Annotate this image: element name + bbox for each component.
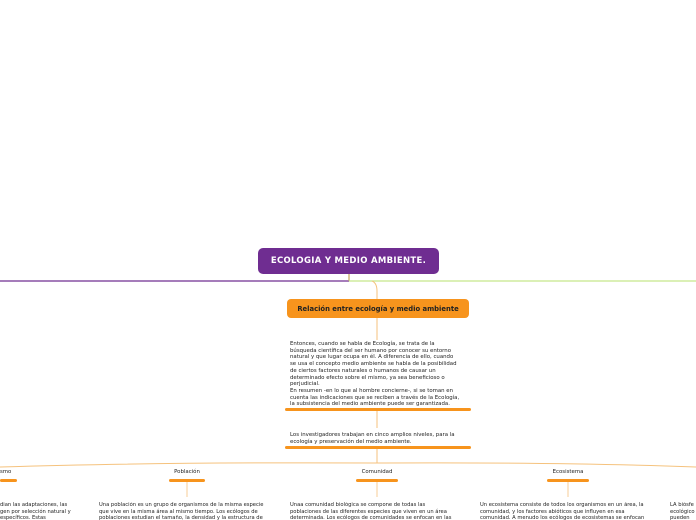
level-ecosistema-bar <box>547 479 589 482</box>
relation-topic[interactable]: Relación entre ecología y medio ambiente <box>287 299 469 318</box>
level-biosfera-desc: LA biósfe ecológico pueden <box>670 502 695 520</box>
level-organismo-bar <box>0 479 17 482</box>
level-organismo-desc: dian las adaptaciones, las gen por selección natural y específicos. Estas <box>0 502 71 520</box>
levels-underline <box>285 446 471 449</box>
connector-root-to-relation <box>372 281 377 299</box>
relation-paragraph: Entonces, cuando se habla de Ecología, se trata de la búsqueda científica del ser humano por conocer su entorno natural y que lugar ocupa en él. A diferencia de ello, cuando se usa el concepto medio ambiente se habla de la posibilidad de ciertos factores naturales o humanos de causar un determinado efecto sobre el mismo, ya sea beneficioso o perjudicial. En resumen -en lo que al hombre concierne-, si se toman en cuenta las indicaciones que se reciben a través de la Ecología, la subsistencia del medio ambiente puede ser garantizada. <box>290 341 460 408</box>
level-organismo-label[interactable]: smo <box>0 469 12 475</box>
level-ecosistema-label[interactable]: Ecosistema <box>552 469 584 475</box>
levels-paragraph: Los investigadores trabajan en cinco amplios niveles, para la ecología y preservación del medio ambiente. <box>290 432 455 445</box>
connector-levels-hub <box>0 463 696 467</box>
root-topic[interactable]: ECOLOGIA Y MEDIO AMBIENTE. <box>258 248 439 274</box>
level-poblacion-label[interactable]: Población <box>174 469 200 475</box>
level-ecosistema-desc: Un ecosistema consiste de todos los organismos en un área, la comunidad, y los factores abióticos que influyen en esa comunidad. A menudo los ecólogos de ecosistemas se enfocan <box>480 502 645 520</box>
level-poblacion-bar <box>169 479 205 482</box>
level-comunidad-desc: Unaa comunidad biológica se compone de todas las poblaciones de las diferentes especies que viven en un área determinada. Los ecólogos de comunidades se enfocan en las <box>290 502 452 520</box>
paragraph-underline <box>285 408 471 411</box>
level-poblacion-desc: Una población es un grupo de organismos de la misma especie que vive en la misma área al mismo tiempo. Los ecólogos de poblaciones estudian el tamaño, la densidad y la estructura de <box>99 502 264 520</box>
level-comunidad-label[interactable]: Comunidad <box>361 469 393 475</box>
level-comunidad-bar <box>356 479 398 482</box>
